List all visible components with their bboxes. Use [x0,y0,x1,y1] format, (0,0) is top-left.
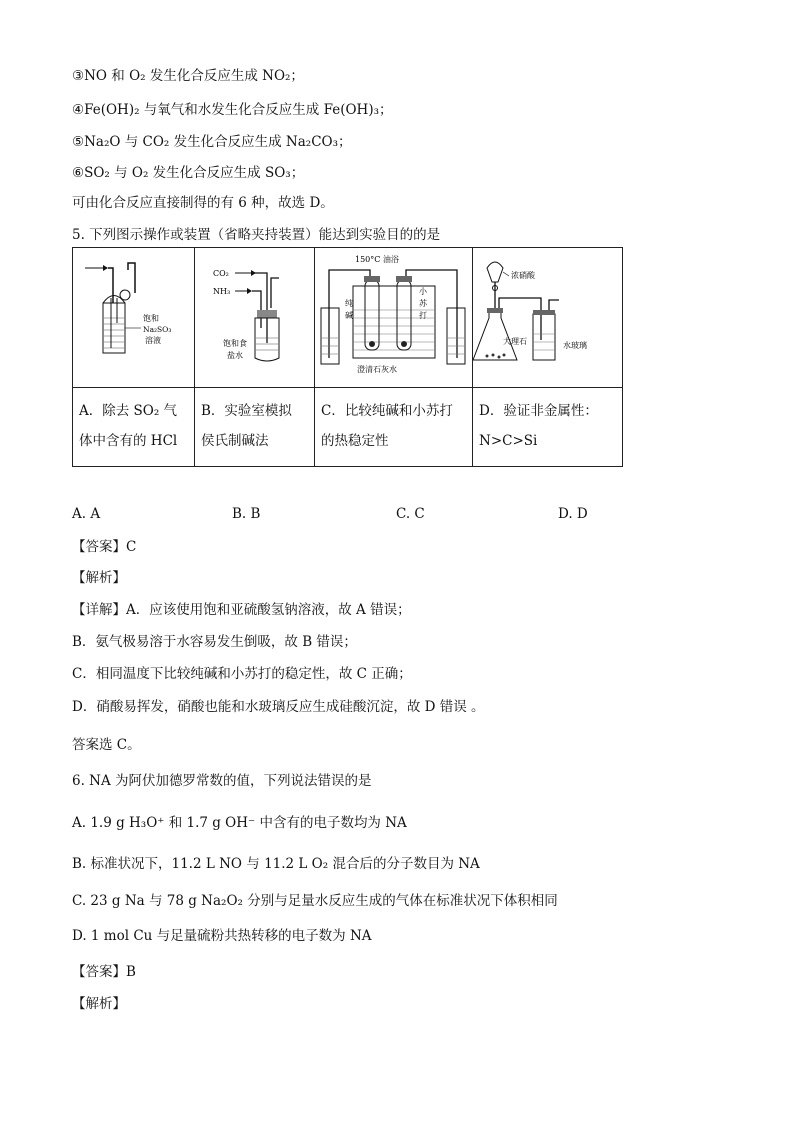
caption-a: A．除去 SO₂ 气 体中含有的 HCl [73,388,195,467]
caption-c: C．比较纯碱和小苏打 的热稳定性 [315,388,473,467]
q5-option-d: D. D [558,506,588,522]
figure-d-solid-label: 大理石 [503,337,527,346]
figure-b-gas-2: NH₃ [213,287,231,296]
q6-analysis: 【解析】 [72,996,126,1012]
figure-a-label-2: Na₂SO₃ [143,325,172,334]
figure-a-label-3: 溶液 [145,336,161,345]
q6-option-a: A. 1.9 g H₃O⁺ 和 1.7 g OH⁻ 中含有的电子数均为 NA [72,815,407,831]
figure-d-flask [473,248,621,383]
text-line-6: ⑥SO₂ 与 O₂ 发生化合反应生成 SO₃； [72,165,305,181]
figure-c-right-2: 苏 [419,299,427,308]
text-line-conclusion: 可由化合反应直接制得的有 6 种，故选 D。 [72,195,334,211]
figure-d-acid-label: 浓硝酸 [511,271,535,280]
q5-option-c: C. C [396,506,425,522]
q5-detail-b: B．氨气极易溶于水容易发生倒吸，故 B 错误； [72,634,357,650]
text-line-4: ④Fe(OH)₂ 与氧气和水发生化合反应生成 Fe(OH)₃； [72,102,393,118]
q6-option-d: D. 1 mol Cu 与足量硫粉共热转移的电子数为 NA [72,928,372,944]
figure-c-bottom-label: 澄清石灰水 [357,365,397,374]
figure-d-cell [473,248,623,388]
figure-a-cell [73,248,195,388]
q5-detail-c: C．相同温度下比较纯碱和小苏打的稳定性，故 C 正确； [72,666,412,682]
q5-analysis: 【解析】 [72,570,126,586]
q5-detail-a: 【详解】A．应该使用饱和亚硫酸氢钠溶液，故 A 错误； [72,602,411,618]
q5-option-b: B. B [232,506,261,522]
figure-c-oil-bath [315,248,471,383]
figure-d-solution-label: 水玻璃 [563,341,587,350]
figure-c-left-2: 碱 [345,311,353,320]
figure-b-cell [195,248,315,388]
figure-c-top-label: 150°C 油浴 [355,255,399,264]
figure-b-label-1: 饱和食 [223,339,247,348]
q5-answer: 【答案】C [72,539,137,555]
question-5-stem: 5. 下列图示操作或装置（省略夹持装置）能达到实验目的的是 [72,227,441,243]
caption-b: B．实验室模拟 侯氏制碱法 [195,388,315,467]
question-6-stem: 6. NA 为阿伏加德罗常数的值，下列说法错误的是 [72,773,372,789]
figure-c-right-1: 小 [419,287,427,296]
figure-c-left-1: 纯 [345,299,353,308]
figure-c-cell [315,248,473,388]
figure-b-label-2: 盐水 [227,351,243,360]
figure-c-right-3: 打 [419,311,427,320]
figure-a-gas-washing-bottle [73,248,193,383]
q6-answer: 【答案】B [72,964,136,980]
text-line-3: ③NO 和 O₂ 发生化合反应生成 NO₂； [72,68,304,84]
figure-b-gas-bottle [195,248,313,383]
q6-option-b: B. 标准状况下，11.2 L NO 与 11.2 L O₂ 混合后的分子数目为 NA [72,856,480,872]
figure-b-gas-1: CO₂ [213,269,229,278]
apparatus-table [72,247,623,467]
caption-d: D．验证非金属性： N>C>Si [473,388,623,467]
q5-option-a: A. A [72,506,101,522]
q5-detail-d: D．硝酸易挥发，硝酸也能和水玻璃反应生成硅酸沉淀，故 D 错误 。 [72,699,485,715]
text-line-5: ⑤Na₂O 与 CO₂ 发生化合反应生成 Na₂CO₃； [72,134,352,150]
q5-final-answer: 答案选 C。 [72,737,141,753]
figure-a-label-1: 饱和 [143,314,159,323]
q6-option-c: C. 23 g Na 与 78 g Na₂O₂ 分别与足量水反应生成的气体在标准状况下体积相同 [72,893,558,909]
